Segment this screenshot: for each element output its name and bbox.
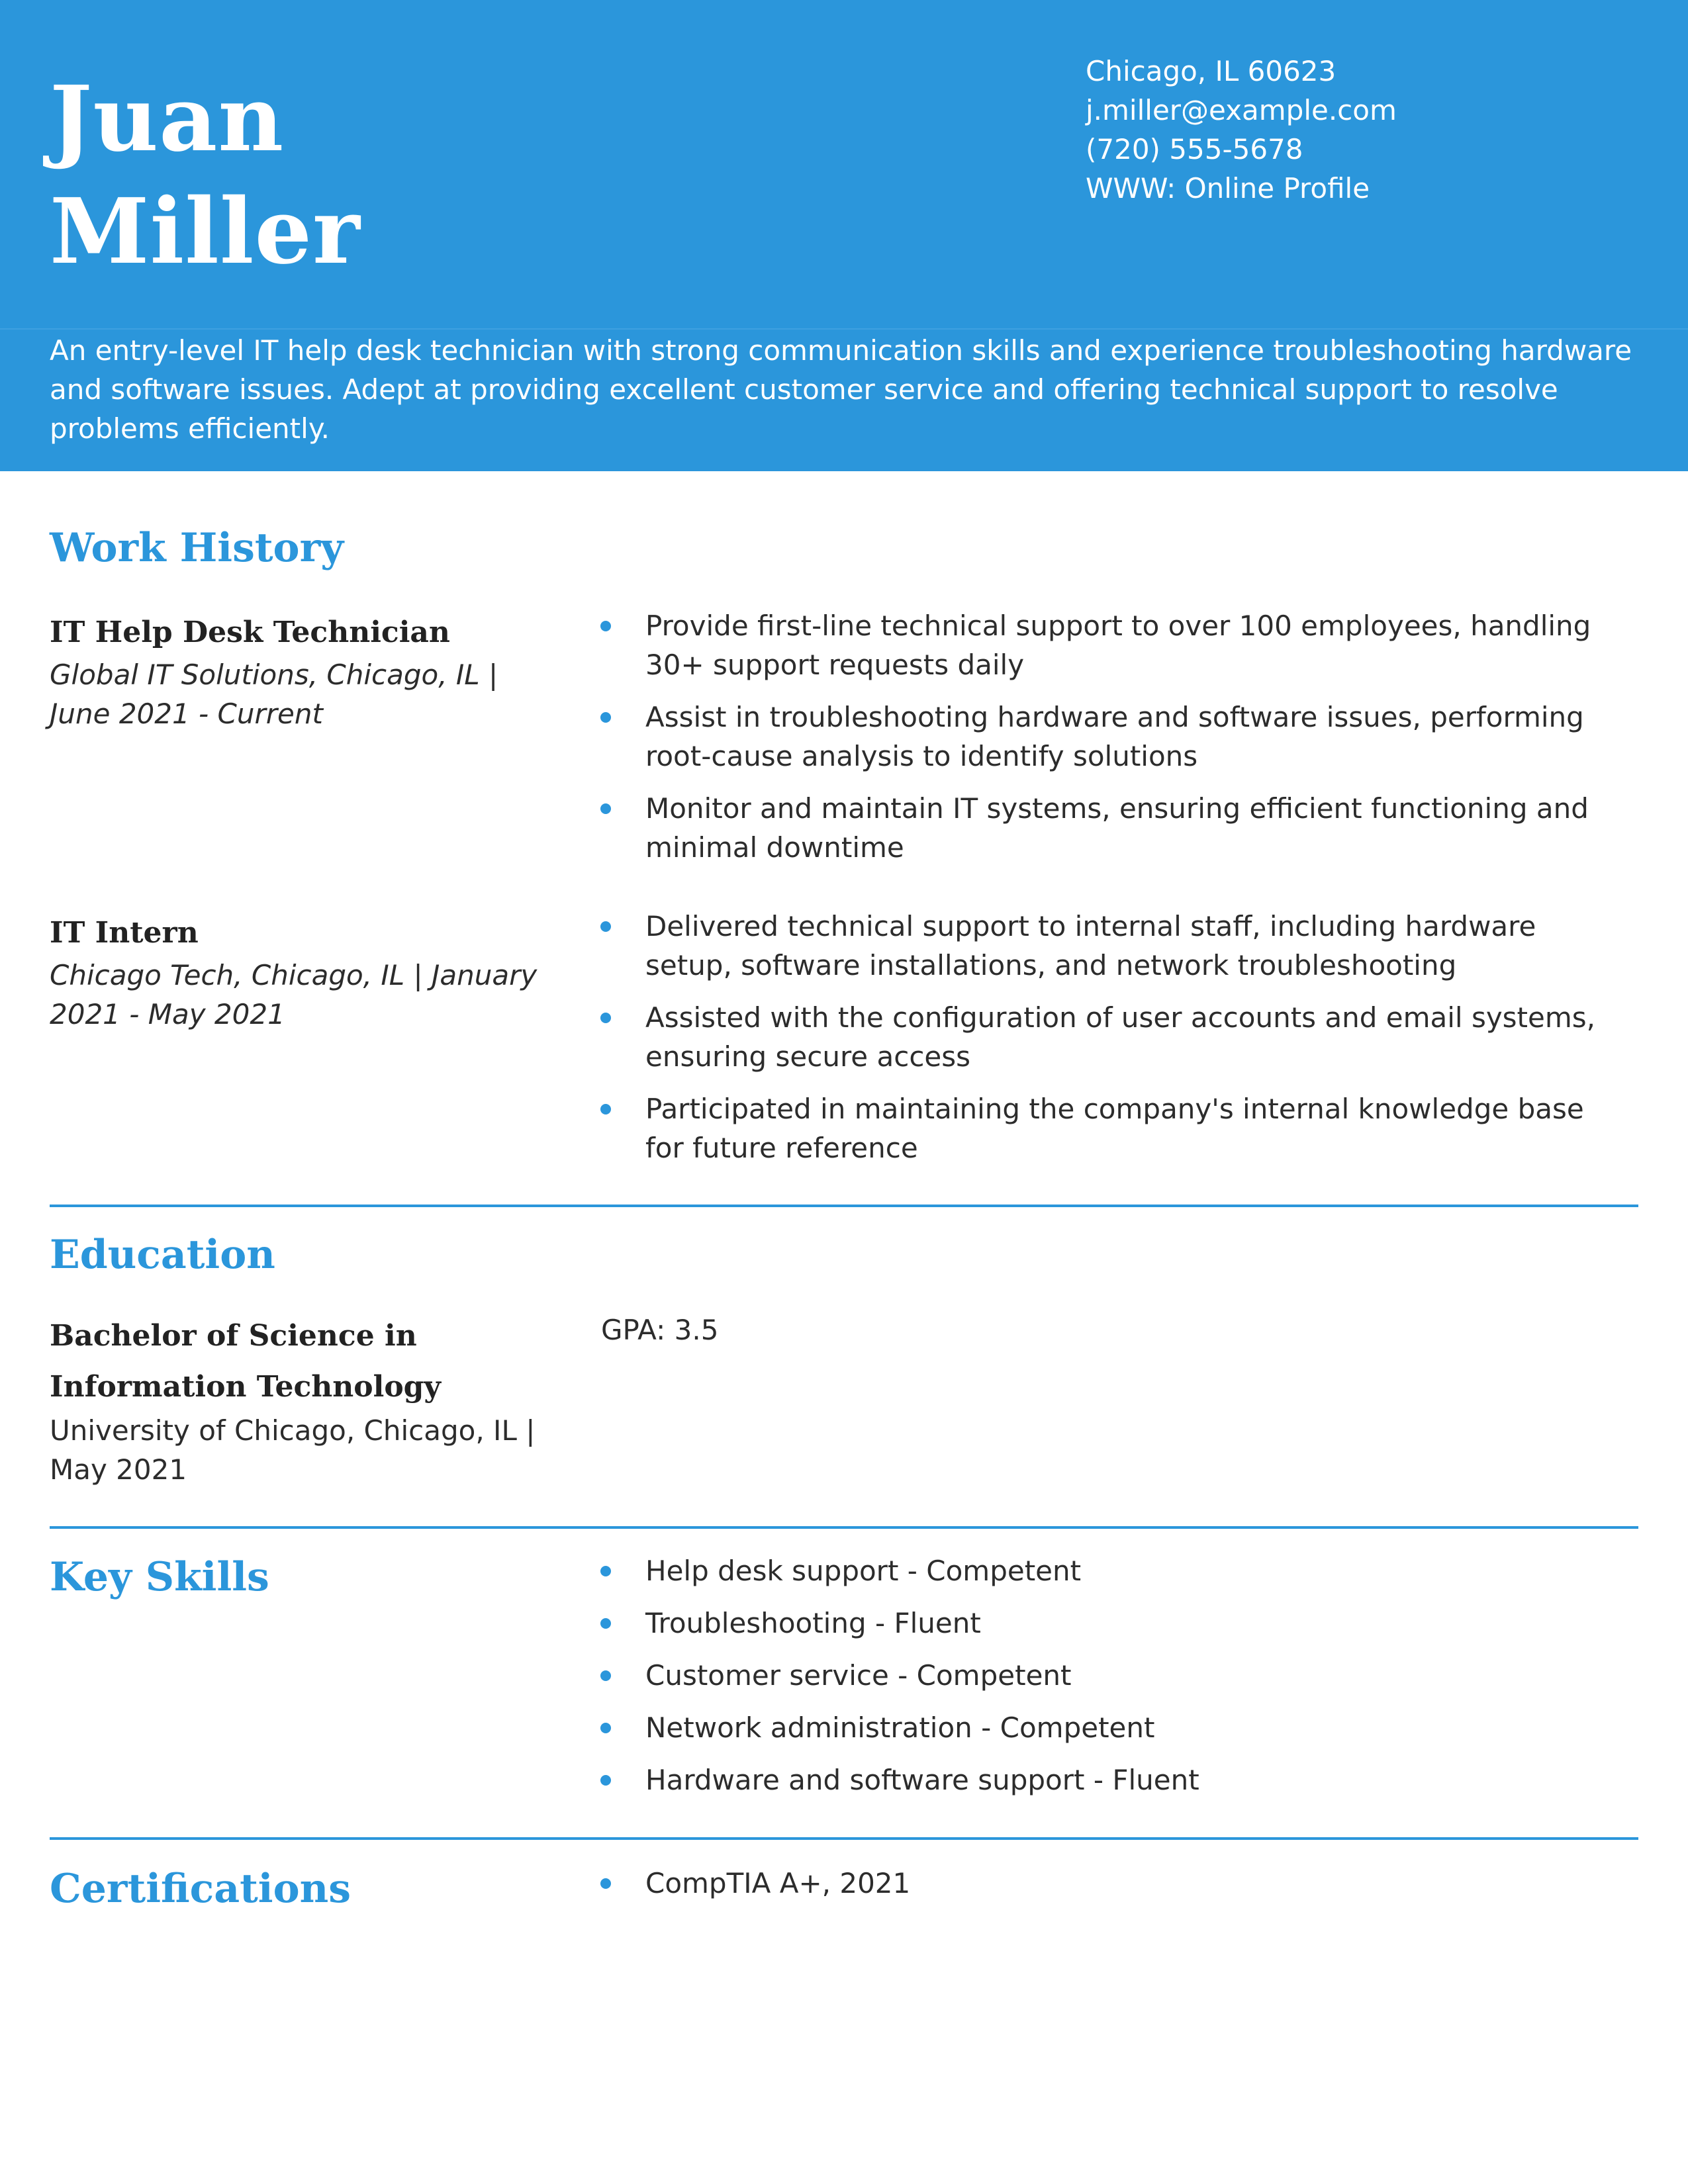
job-title: IT Intern (50, 916, 199, 950)
certifications-list (596, 1864, 1628, 1903)
contact-phone: (720) 555-5678 (1086, 133, 1303, 165)
full-name (50, 63, 976, 288)
certifications-heading: Certifications (50, 1866, 352, 1912)
job-title: IT Help Desk Technician (50, 615, 450, 649)
list-item: Troubleshooting - Fluent (596, 1604, 1628, 1643)
job-bullets (596, 606, 1628, 880)
bullet-dot-icon (600, 621, 611, 631)
section-divider (50, 1205, 1638, 1207)
bullet-dot-icon (600, 1013, 611, 1023)
list-item: Participated in maintaining the company's internal knowledge base for future reference (596, 1089, 1628, 1167)
list-item: Monitor and maintain IT systems, ensuring efficient functioning and minimal downtime (596, 789, 1628, 867)
list-item: Customer service - Competent (596, 1656, 1628, 1695)
list-item: Assisted with the configuration of user accounts and email systems, ensuring secure access (596, 998, 1628, 1076)
bullet-dot-icon (600, 1566, 611, 1576)
bullet-dot-icon (600, 1104, 611, 1115)
bullet-dot-icon (600, 1670, 611, 1681)
section-divider (50, 1837, 1638, 1840)
bullet-dot-icon (600, 712, 611, 723)
list-item: CompTIA A+, 2021 (596, 1864, 1628, 1903)
first-name: Juan (50, 66, 285, 172)
header-divider (0, 328, 1688, 330)
gpa: GPA: 3.5 (601, 1314, 719, 1346)
school-info: University of Chicago, Chicago, IL | May 2021 (50, 1414, 536, 1486)
contact-email[interactable]: j.miller@example.com (1086, 94, 1397, 126)
last-name: Miller (50, 179, 361, 285)
list-item: Assist in troubleshooting hardware and software issues, performing root-cause analysis to identify solutions (596, 698, 1628, 776)
header-banner (0, 0, 1688, 471)
section-divider (50, 1526, 1638, 1529)
education-heading: Education (50, 1232, 275, 1278)
professional-summary: An entry-level IT help desk technician with strong communication skills and experience troubleshooting hardware and software issues. Adept at providing excellent customer service and offering technical support to resolve problems efficiently. (50, 334, 1632, 445)
bullet-dot-icon (600, 1618, 611, 1629)
list-item: Help desk support - Competent (596, 1551, 1628, 1590)
bullet-dot-icon (600, 803, 611, 814)
bullet-dot-icon (600, 1775, 611, 1786)
bullet-dot-icon (600, 921, 611, 932)
skills-list (596, 1551, 1628, 1813)
job-bullets (596, 907, 1628, 1181)
list-item: Delivered technical support to internal staff, including hardware setup, software installations, and network troubleshooting (596, 907, 1628, 985)
contact-website[interactable]: WWW: Online Profile (1086, 172, 1370, 205)
list-item: Provide first-line technical support to over 100 employees, handling 30+ support requests daily (596, 606, 1628, 684)
bullet-dot-icon (600, 1878, 611, 1889)
contact-location: Chicago, IL 60623 (1086, 55, 1336, 87)
job-meta: Global IT Solutions, Chicago, IL | June 2021 - Current (50, 659, 498, 730)
list-item: Hardware and software support - Fluent (596, 1760, 1628, 1799)
contact-block (1086, 52, 1668, 208)
key-skills-heading: Key Skills (50, 1554, 269, 1600)
list-item: Network administration - Competent (596, 1708, 1628, 1747)
degree-title: Bachelor of Science in Information Technology (50, 1319, 441, 1404)
job-meta: Chicago Tech, Chicago, IL | January 2021 - May 2021 (50, 959, 538, 1030)
bullet-dot-icon (600, 1723, 611, 1733)
work-history-heading: Work History (50, 525, 344, 571)
